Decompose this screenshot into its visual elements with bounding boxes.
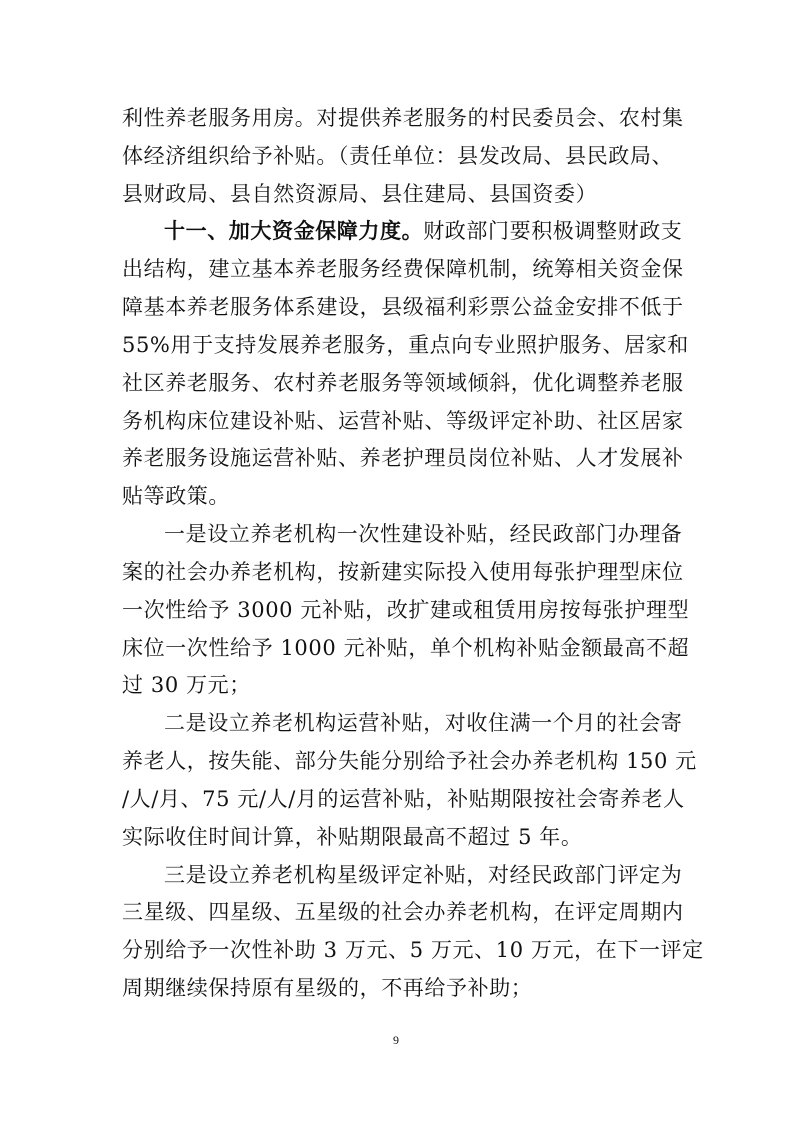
text-line: /人/月、75 元/人/月的运营补贴，补贴期限按社会寄养老人: [122, 787, 685, 811]
text-line: 养老服务设施运营补贴、养老护理员岗位补贴、人才发展补: [122, 446, 684, 470]
text-line: 贴等政策。: [122, 484, 230, 508]
section-heading-line: [164, 219, 682, 243]
text-line: 一次性给予 3000 元补贴，改扩建或租赁用房按每张护理型: [122, 598, 690, 622]
text-line: 养老人，按失能、部分失能分别给予社会办养老机构 150 元: [122, 749, 697, 773]
text-line: 利性养老服务用房。对提供养老服务的村民委员会、农村集: [122, 106, 684, 130]
text-line: 周期继续保持原有星级的，不再给予补助；: [122, 976, 533, 1000]
text-line: 三是设立养老机构星级评定补贴，对经民政部门评定为: [164, 863, 683, 887]
text-line: 务机构床位建设补贴、运营补贴、等级评定补助、社区居家: [122, 409, 684, 433]
text-line: 实际收住时间计算，补贴期限最高不超过 5 年。: [122, 825, 583, 849]
page-number: 9: [393, 1033, 399, 1047]
section-heading: 十一、加大资金保障力度。: [164, 219, 424, 243]
text-line: 体经济组织给予补贴。（责任单位：县发改局、县民政局、: [122, 144, 674, 168]
text-span: 财政部门要积极调整财政支: [423, 219, 683, 243]
text-line: 一是设立养老机构一次性建设补贴，经民政部门办理备: [164, 522, 683, 546]
text-line: 社区养老服务、农村养老服务等领域倾斜，优化调整养老服: [122, 371, 684, 395]
text-line: 二是设立养老机构运营补贴，对收住满一个月的社会寄: [164, 711, 683, 735]
text-line: 出结构，建立基本养老服务经费保障机制，统筹相关资金保: [122, 257, 684, 281]
text-line: 床位一次性给予 1000 元补贴，单个机构补贴金额最高不超: [122, 636, 690, 660]
text-line: 分别给予一次性补助 3 万元、5 万元、10 万元，在下一评定: [122, 938, 704, 962]
text-line: 过 30 万元；: [122, 673, 251, 697]
text-line: 案的社会办养老机构，按新建实际投入使用每张护理型床位: [122, 560, 684, 584]
text-line: 三星级、四星级、五星级的社会办养老机构，在评定周期内: [122, 900, 684, 924]
text-line: 障基本养老服务体系建设，县级福利彩票公益金安排不低于: [122, 295, 684, 319]
text-line: 县财政局、县自然资源局、县住建局、县国资委）: [122, 182, 598, 206]
text-line: 55%用于支持发展养老服务，重点向专业照护服务、居家和: [122, 333, 689, 357]
